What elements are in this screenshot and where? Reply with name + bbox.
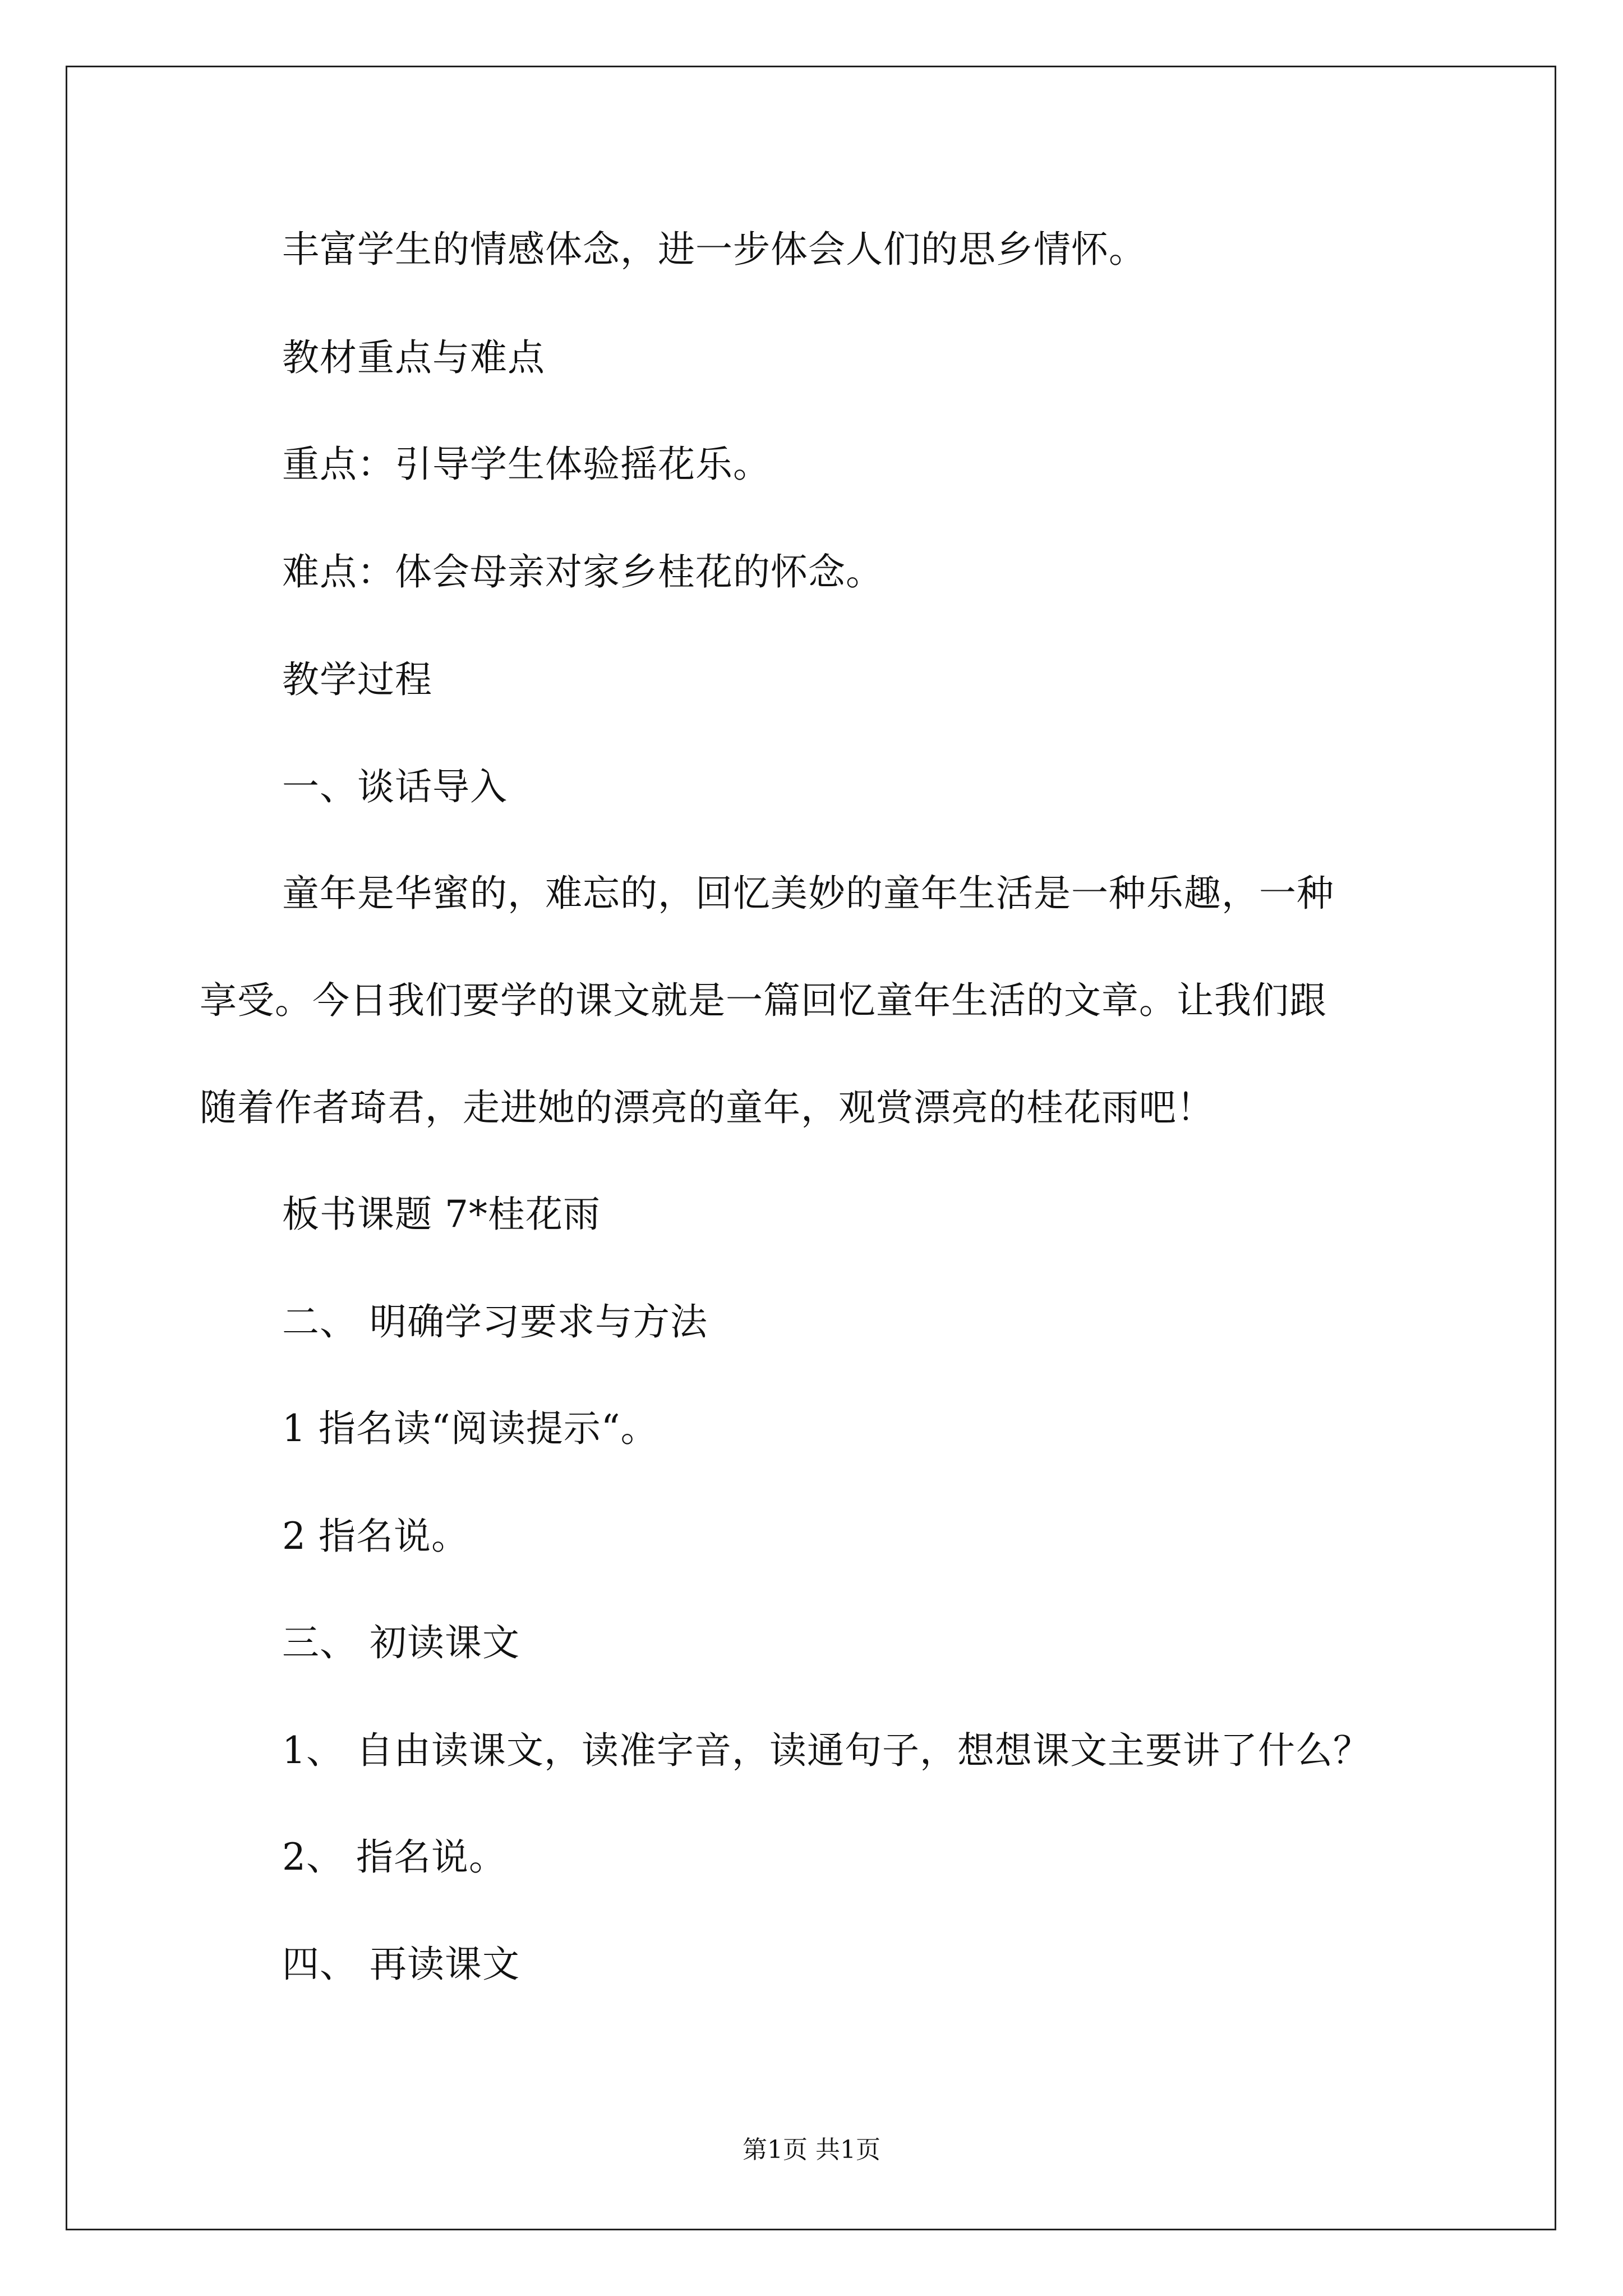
section-heading: 二、 明确学习要求与方法 [282, 1300, 708, 1343]
page-footer: 第1页 共1页 [743, 2136, 880, 2164]
section-heading: 教材重点与难点 [282, 336, 545, 379]
text-line: 板书课题 7*桂花雨 [282, 1193, 601, 1236]
text-line: 2 指名说。 [282, 1515, 469, 1558]
text-line: 难点：体会母亲对家乡桂花的怀念。 [282, 550, 883, 593]
page-border [66, 66, 1556, 2230]
section-heading: 教学过程 [282, 658, 432, 701]
text-line: 2、 指名说。 [282, 1835, 506, 1879]
text-line: 1、 自由读课文，读准字音，读通句子，想想课文主要讲了什么？ [282, 1729, 1371, 1772]
section-heading: 四、 再读课文 [282, 1943, 520, 1986]
section-heading: 三、 初读课文 [282, 1621, 520, 1664]
section-heading: 一、谈话导入 [282, 765, 508, 808]
text-line: 丰富学生的情感体念，进一步体会人们的思乡情怀。 [282, 228, 1146, 271]
paragraph-line: 享受。今日我们要学的课文就是一篇回忆童年生活的文章。让我们跟 [200, 979, 1327, 1022]
text-line: 重点：引导学生体验摇花乐。 [282, 443, 771, 486]
text-line: 1 指名读“阅读提示“。 [282, 1407, 658, 1450]
paragraph-line: 童年是华蜜的，难忘的，回忆美妙的童年生活是一种乐趣，一种 [282, 872, 1334, 915]
paragraph-line: 随着作者琦君，走进她的漂亮的童年，观赏漂亮的桂花雨吧！ [200, 1086, 1214, 1129]
